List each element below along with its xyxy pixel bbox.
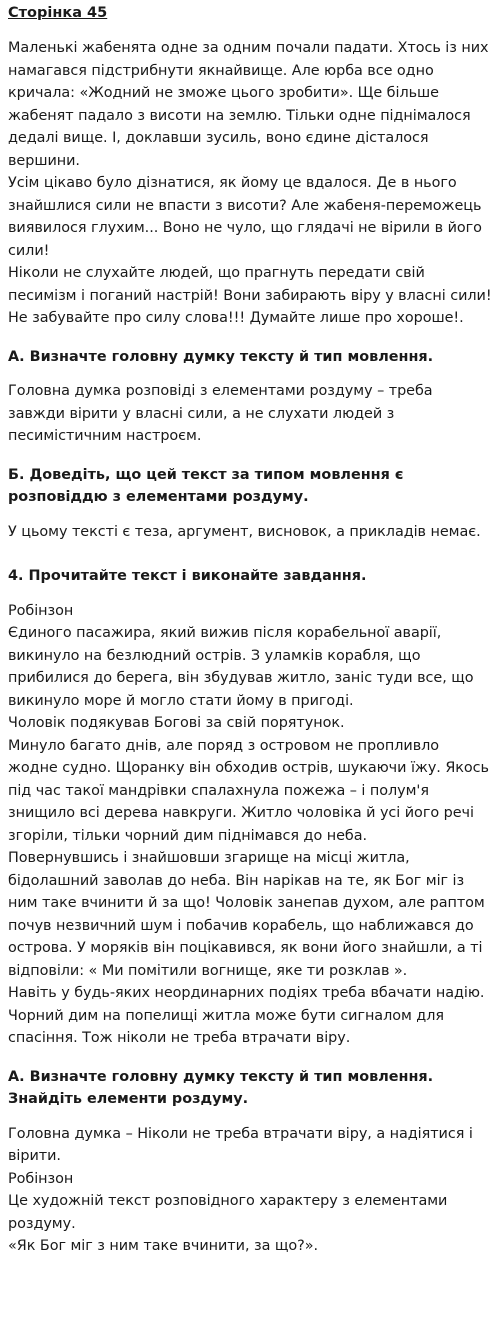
task-a-frogs: [8, 346, 492, 448]
story-paragraph: Чоловік подякував Богові за свій порятунок.: [8, 715, 345, 731]
page-title: Сторінка 45: [8, 5, 108, 21]
task-answer-line: Це художній текст розповідного характеру з елементами роздуму.: [8, 1193, 448, 1232]
task-answer: У цьому тексті є теза, аргумент, висновок, а прикладів немає.: [8, 523, 481, 540]
story-paragraph: Маленькі жабенята одне за одним почали падати. Хтось із них намагався підстрибнути якнайвище. Але юрба все одно кричала: «Жодний не зможе цього зробити». Ще більше жабенят падало з висоти на землю. Тільки одне піднімалося дедалі вище. І, доклавши зусиль, воно єдине дісталося вершини.: [8, 40, 489, 169]
task-answer-line: Головна думка – Ніколи не треба втрачати віру, а надіятися і вірити.: [8, 1125, 473, 1164]
task-4: [8, 565, 492, 1050]
story-title: Робінзон: [8, 602, 74, 619]
task-answer-line: Робінзон: [8, 1170, 74, 1187]
task-heading: А. Визначте головну думку тексту й тип мовлення.: [8, 348, 434, 365]
task-answer-line: «Як Бог міг з ним таке вчинити, за що?».: [8, 1238, 319, 1254]
story-paragraph: Єдиного пасажира, який вижив після корабельної аварії, викинуло на безлюдний острів. З уламків корабля, що прибилися до берега, він збудував житло, заніс туди все, що викинуло море й могло стати йому в пригоді.: [8, 625, 474, 709]
task-heading: А. Визначте головну думку тексту й тип мовлення. Знайдіть елементи роздуму.: [8, 1068, 434, 1107]
story-paragraph: Усім цікаво було дізнатися, як йому це вдалося. Де в нього знайшлися сили не впасти з висоти? Але жабеня-переможець виявилося глухим... Воно не чуло, що глядачі не вірили в його сили!: [8, 175, 482, 259]
task-a-robinson: [8, 1066, 492, 1258]
story-paragraph: Ніколи не слухайте людей, що прагнуть передати свій песимізм і поганий настрій! Вони забирають віру у власні сили! Не забувайте про силу слова!!! Думайте лише про хороше!.: [8, 265, 492, 326]
task-b-frogs: [8, 464, 492, 544]
task-answer: Головна думка розповіді з елементами роздуму – треба завжди вірити у власні сили, а не слухати людей з песимістичним настроєм.: [8, 383, 433, 444]
story-paragraph: Минуло багато днів, але поряд з островом не пропливло жодне судно. Щоранку він обходив острів, шукаючи їжу. Якось під час такої мандрівки спалахнула пожежа – і полум'я знищило всі дерева навкруги. Житло чоловіка й усі його речі згоріли, тільки чорний дим піднімався до неба.: [8, 737, 489, 844]
story-paragraph: Навіть у будь-яких неординарних подіях треба вбачати надію. Чорний дим на попелищі житла може бути сигналом для спасіння. Тож ніколи не треба втрачати віру.: [8, 985, 485, 1046]
task-heading: 4. Прочитайте текст і виконайте завдання.: [8, 568, 367, 584]
task-heading: Б. Доведіть, що цей текст за типом мовлення є розповіддю з елементами роздуму.: [8, 466, 404, 505]
story-frogs: [8, 37, 492, 330]
story-paragraph: Повернувшись і знайшовши згарище на місці житла, бідолашний заволав до неба. Він нарікав на те, як Бог міг із ним таке вчинити й за що! Чоловік занепав духом, але раптом почув незвичний шум і побачив корабель, що наближався до острова. У моряків він поцікавився, як вони його знайшли, а ті відповіли: « Ми помітили вогнище, яке ти розклав ».: [8, 850, 485, 979]
